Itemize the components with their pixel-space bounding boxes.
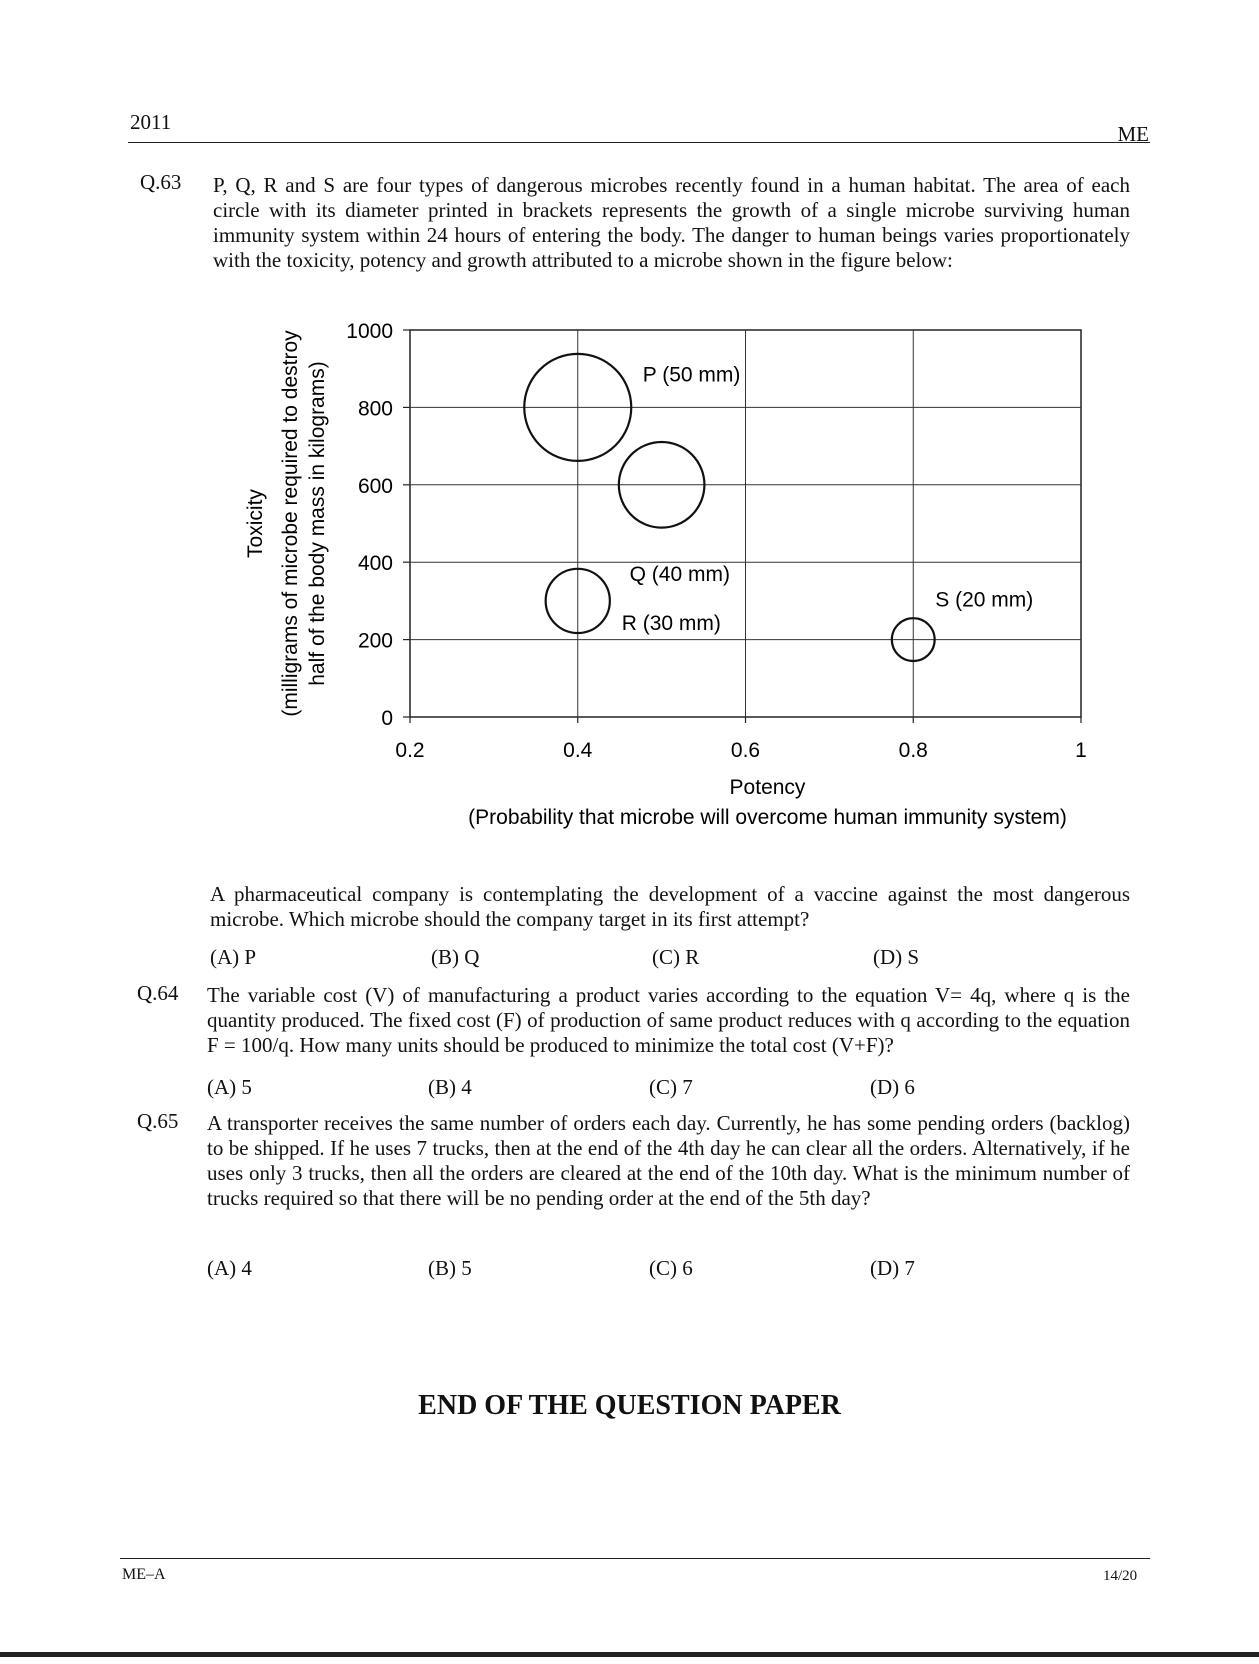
header-paper-code: ME bbox=[1117, 122, 1149, 146]
x-tick-label: 0.8 bbox=[898, 739, 928, 762]
y-tick-label: 200 bbox=[357, 629, 393, 653]
y-tick-label: 1000 bbox=[346, 320, 393, 343]
y-axis-ticks bbox=[346, 320, 410, 730]
footer-code: ME–A bbox=[122, 1566, 166, 1583]
bubble-label: Q (40 mm) bbox=[629, 562, 730, 586]
answer-options bbox=[207, 1256, 1091, 1281]
footer-rule bbox=[120, 1558, 1150, 1559]
option-d: (D) 6 bbox=[870, 1075, 915, 1099]
question-text: A transporter receives the same number of orders each day. Currently, he has some pending orders (backlog) to be shipped. If he uses 7 trucks, then at the end of the 4th day he can clear all the orders. Alternatively, if he uses only 3 trucks, then all the orders are cleared at the end of the 10th day. What is the minimum number of trucks required so that there will be no pending order at the end of the 5th day? bbox=[207, 1111, 1130, 1210]
option-b: (B) 4 bbox=[428, 1075, 472, 1099]
bubble-label: P (50 mm) bbox=[642, 363, 741, 387]
y-tick-label: 400 bbox=[357, 552, 393, 576]
option-c: (C) 7 bbox=[649, 1075, 693, 1099]
option-d: (D) S bbox=[873, 945, 920, 969]
y-axis-label: Toxicity bbox=[244, 489, 267, 558]
y-axis-sublabel-2: half of the body mass in kilograms) bbox=[306, 361, 329, 686]
scan-edge bbox=[0, 1652, 1259, 1657]
question-text: P, Q, R and S are four types of dangerous microbes recently found in a human habitat. The area of each circle with its diameter printed in brackets represents the growth of a single microbe surviving human immunity system within 24 hours of entering the body. The danger to human beings varies proportionately with the toxicity, potency and growth attributed to a microbe shown in the figure below: bbox=[213, 173, 1130, 272]
option-c: (C) R bbox=[652, 945, 700, 969]
question-number: Q.63 bbox=[140, 170, 182, 194]
option-b: (B) Q bbox=[431, 945, 480, 969]
x-tick-label: 0.2 bbox=[395, 739, 425, 762]
option-c: (C) 6 bbox=[649, 1256, 693, 1280]
chart-plot-area bbox=[346, 320, 1087, 762]
answer-options bbox=[210, 945, 1094, 970]
bubble-label: S (20 mm) bbox=[935, 588, 1034, 612]
bubble-chart bbox=[0, 300, 1259, 840]
x-tick-label: 0.4 bbox=[563, 739, 593, 762]
option-a: (A) P bbox=[210, 945, 257, 969]
x-axis-label: Potency bbox=[729, 776, 806, 799]
header-rule bbox=[128, 142, 1150, 143]
question-text: The variable cost (V) of manufacturing a product varies according to the equation V= 4q, where q is the quantity produced. The fixed cost (F) of production of same product reduces with q according to the equation F = 100/q. How many units should be produced to minimize the total cost (V+F)? bbox=[207, 983, 1130, 1057]
x-axis-ticks bbox=[395, 717, 1086, 762]
end-note: END OF THE QUESTION PAPER bbox=[418, 1390, 841, 1421]
option-d: (D) 7 bbox=[870, 1256, 915, 1280]
y-tick-label: 800 bbox=[357, 397, 393, 421]
grid-lines bbox=[410, 330, 1081, 717]
bubble-label: R (30 mm) bbox=[621, 611, 721, 635]
question-number: Q.65 bbox=[137, 1109, 179, 1133]
question-followup: A pharmaceutical company is contemplating the development of a vaccine against the most dangerous microbe. Which microbe should the company target in its first attempt? bbox=[210, 882, 1130, 931]
y-tick-label: 0 bbox=[381, 707, 393, 730]
bubbles bbox=[524, 354, 1033, 661]
footer-page-number: 14/20 bbox=[1103, 1568, 1138, 1584]
answer-options bbox=[207, 1075, 1091, 1100]
question-number: Q.64 bbox=[137, 981, 179, 1005]
x-tick-label: 1 bbox=[1075, 739, 1087, 762]
option-a: (A) 4 bbox=[207, 1256, 252, 1280]
x-tick-label: 0.6 bbox=[730, 739, 761, 762]
x-axis-sublabel: (Probability that microbe will overcome human immunity system) bbox=[468, 806, 1067, 829]
header-year: 2011 bbox=[130, 110, 172, 134]
y-axis-sublabel: (milligrams of microbe required to destroy bbox=[279, 330, 302, 717]
option-b: (B) 5 bbox=[428, 1256, 472, 1280]
option-a: (A) 5 bbox=[207, 1075, 252, 1099]
y-tick-label: 600 bbox=[357, 474, 393, 498]
